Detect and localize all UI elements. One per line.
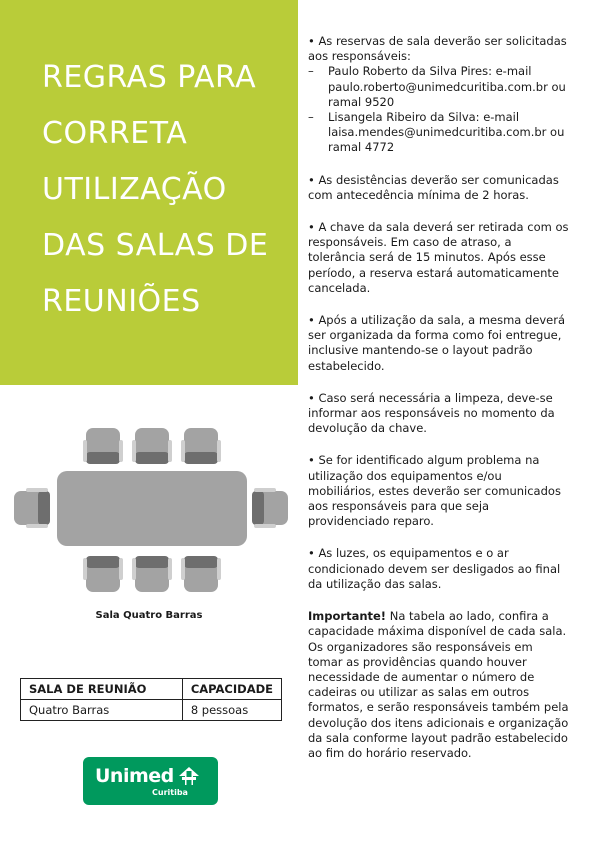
rule-item: • Caso será necessária a limpeza, deve-se informar aos responsáveis no momento da devolução da chave. (308, 390, 555, 436)
title-line: DAS SALAS DE (42, 228, 269, 263)
title-line: REGRAS PARA (42, 60, 257, 95)
column-header: CAPACIDADE (182, 679, 281, 700)
chair-icon (14, 488, 50, 528)
chair-icon (132, 428, 172, 464)
chair-icon (83, 428, 123, 464)
unimed-symbol-icon (179, 767, 199, 785)
rule-text: • As reservas de sala deverão ser solicitadas aos responsáveis: (308, 34, 567, 64)
table-header-row (21, 679, 282, 700)
chair-icon (132, 556, 172, 592)
chair-icon (252, 488, 288, 528)
dash-bullet: – (308, 64, 314, 79)
rule-item: • As desistências deverão ser comunicadas com antecedência mínima de 2 horas. (308, 172, 559, 202)
meeting-room-illustration (0, 420, 298, 600)
logo-wordmark: Unimed (95, 765, 174, 787)
column-header: SALA DE REUNIÃO (21, 679, 183, 700)
chair-icon (83, 556, 123, 592)
important-text: Na tabela ao lado, confira a capacidade máxima disponível de cada sala. Os organizadores são responsáveis em tomar as providências quando houver necessidade de aumentar o número de cadeiras ou utilizar as salas em outros formatos, e serão responsáveis também pela devolução dos itens adicionais e organização da sala conforme layout padrão estabelecido ao fim do horário reservado. (308, 609, 569, 760)
room-name-cell: Quatro Barras (21, 700, 183, 721)
table-row (21, 700, 282, 721)
contact-text: Lisangela Ribeiro da Silva: e-mail laisa.mendes@unimedcuritiba.com.br ou ramal 4772 (328, 110, 565, 155)
logo-subtitle: Curitiba (152, 788, 188, 797)
rule-item: • As luzes, os equipamentos e o ar condicionado devem ser desligados ao final da utilização das salas. (308, 546, 561, 591)
rule-item: • Se for identificado algum problema na utilização dos equipamentos e/ou mobiliários, estes deverão ser comunicados aos responsáveis para que seja providenciado reparo. (308, 453, 561, 529)
title-line: UTILIZAÇÃO (42, 172, 227, 207)
title-line: CORRETA (42, 116, 188, 151)
contact-item (308, 110, 570, 156)
meeting-table (57, 471, 247, 546)
important-label: Importante! (308, 609, 387, 624)
dash-bullet: – (308, 110, 314, 125)
title-line: REUNIÕES (42, 284, 201, 319)
room-capacity-table (20, 678, 282, 721)
room-caption: Sala Quatro Barras (95, 610, 203, 621)
chair-icon (181, 428, 221, 464)
unimed-logo (83, 757, 218, 805)
rule-item: • Após a utilização da sala, a mesma deverá ser organizada da forma como foi entregue, inclusive mantendo-se o layout padrão estabelecido. (308, 313, 566, 373)
reservations-rule (308, 34, 570, 156)
rules-list (308, 34, 570, 778)
page-title (42, 50, 292, 330)
rule-item: • A chave da sala deverá ser retirada com os responsáveis. Em caso de atraso, a tolerância será de 15 minutos. Após esse período, a reserva estará automaticamente cancelada. (308, 220, 569, 295)
capacity-cell: 8 pessoas (182, 700, 281, 721)
contact-text: Paulo Roberto da Silva Pires: e-mail paulo.roberto@unimedcuritiba.com.br ou ramal 9520 (328, 64, 566, 109)
important-note (308, 609, 570, 761)
title-block (0, 0, 298, 385)
contact-item (308, 64, 570, 110)
chair-icon (181, 556, 221, 592)
